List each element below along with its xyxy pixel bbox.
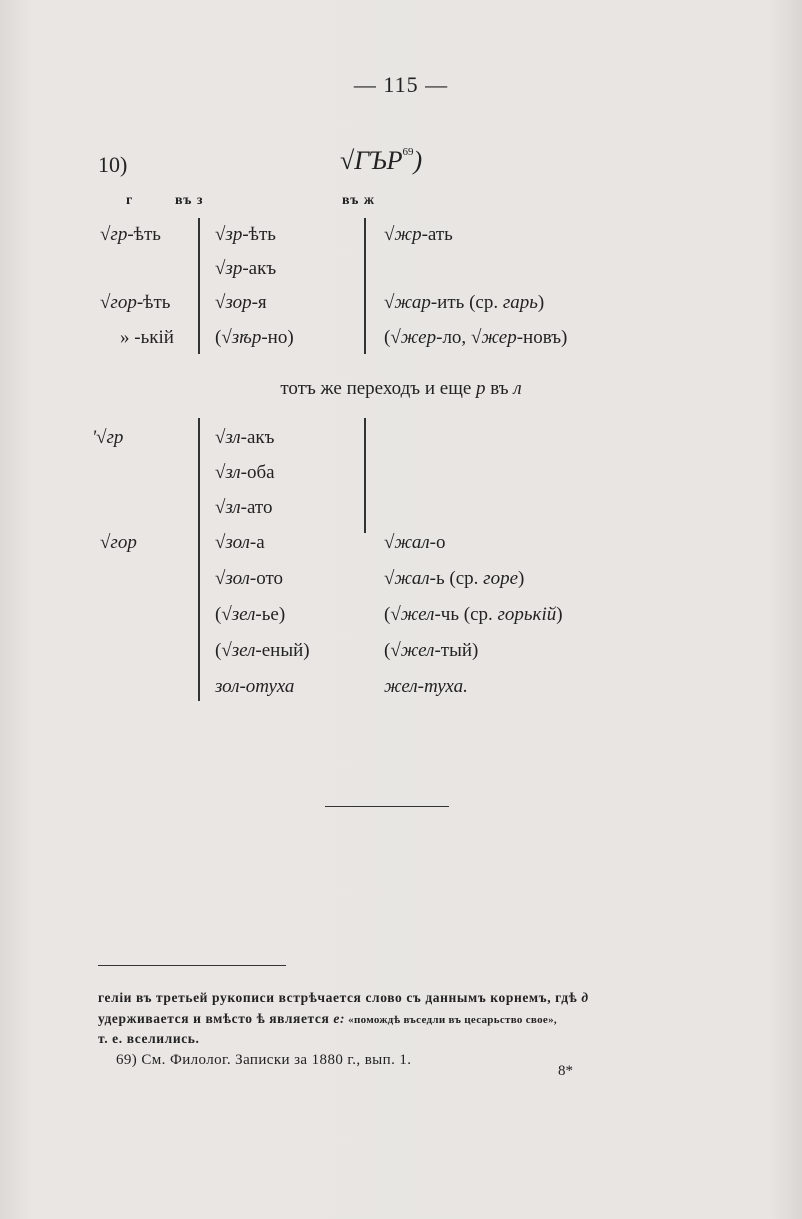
table-cell: » -ькій — [120, 327, 174, 348]
table-cell: √зл-ато — [215, 497, 273, 518]
table-cell: √гр-ѣть — [100, 224, 161, 245]
table-cell: √зр-ѣть — [215, 224, 276, 245]
table-cell: зол-отуха — [215, 676, 295, 697]
table-cell: (√зел-еный) — [215, 640, 310, 661]
table-cell: '√гр — [92, 427, 124, 448]
column-divider — [364, 418, 366, 533]
table-cell: (√жел-чь (ср. горькій) — [384, 604, 563, 625]
table-cell: √жр-ать — [384, 224, 453, 245]
table-cell: √зол-ото — [215, 568, 284, 589]
table-cell: (√жер-ло, √жер-новъ) — [384, 327, 568, 348]
footnote-line: т. е. вселились. — [98, 1031, 200, 1046]
table-cell: (√зел-ье) — [215, 604, 286, 625]
footnote-line: геліи въ третьей рукописи встрѣчается слово съ даннымъ корнемъ, гдѣ д — [98, 990, 589, 1005]
table-cell: √зол-а — [215, 532, 265, 553]
column-header-z: въ з — [175, 193, 204, 208]
column-divider — [198, 418, 200, 701]
section-divider — [325, 806, 449, 807]
column-header-g: г — [126, 193, 134, 208]
section-root-heading — [340, 146, 422, 176]
transition-note: тотъ же переходъ и еще р въ л — [280, 378, 522, 399]
footnote-line: удерживается и вмѣсто ѣ является е: «помождѣ въседли въ цесарьство свое», — [98, 1011, 557, 1026]
footnote-69: 69) См. Филолог. Записки за 1880 г., вып. 1. — [116, 1052, 412, 1068]
section-number: 10) — [98, 152, 128, 177]
table-cell: (√жел-тый) — [384, 640, 479, 661]
root-text: √ГЪР — [340, 146, 403, 175]
column-divider — [364, 218, 366, 354]
table-cell: √зор-я — [215, 292, 267, 313]
footnote-ref: 69 — [402, 146, 414, 158]
table-cell: √зл-оба — [215, 462, 275, 483]
table-cell: √жар-ить (ср. гарь) — [384, 292, 545, 313]
table-cell: жел-туха. — [384, 676, 468, 697]
column-header-zh: въ ж — [342, 193, 376, 208]
table-cell: √жал-ь (ср. горе) — [384, 568, 525, 589]
signature-mark: 8* — [558, 1063, 573, 1079]
column-divider — [198, 218, 200, 354]
table-cell: (√зѣр-но) — [215, 327, 294, 348]
footnote-divider — [98, 965, 286, 966]
table-cell: √зр-акъ — [215, 258, 277, 279]
table-cell: √гор-ѣть — [100, 292, 171, 313]
table-cell: √гор — [100, 532, 137, 553]
page-number: — 115 — — [353, 72, 449, 97]
root-paren: ) — [413, 146, 423, 175]
table-cell: √зл-акъ — [215, 427, 275, 448]
table-cell: √жал-о — [384, 532, 446, 553]
